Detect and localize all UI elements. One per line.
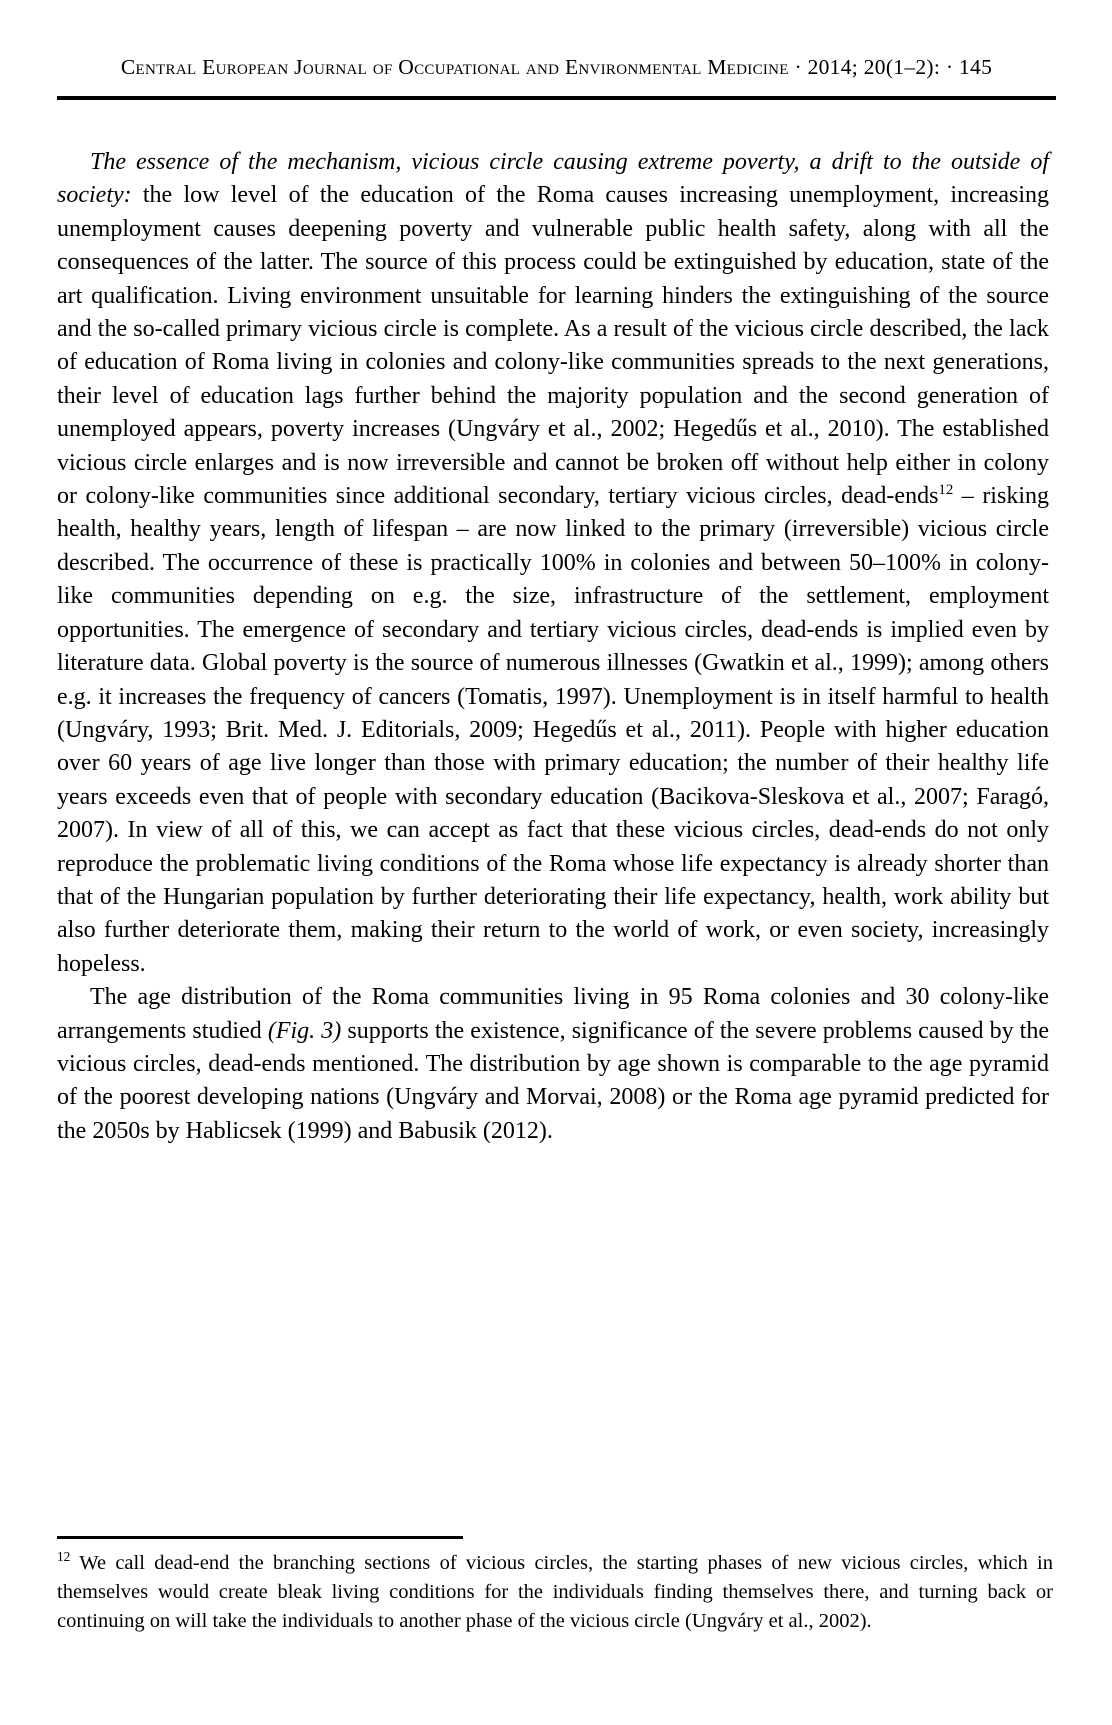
journal-header-line: Central European Journal of Occupational and Environmental Medicine · 2014; 20(1–2): · 145 (120, 55, 993, 79)
article-body (57, 146, 1049, 1148)
paragraph-2-text-a: The age distribution of the Roma communities living in 95 Roma colonies and 30 colony-like arrangements studied (57, 984, 1049, 1044)
paragraph-2 (57, 981, 1049, 1148)
footnote-12-marker: 12 (57, 1549, 71, 1565)
figure-3-reference: (Fig. 3) (267, 1017, 342, 1044)
footnote-reference-12: 12 (938, 482, 954, 499)
footnote-section (57, 1549, 1053, 1636)
paragraph-2-text-b: supports the existence, significance of the severe problems caused by the vicious circles, dead-ends mentioned. The distribution by age shown is comparable to the age pyramid of the poorest developing nations (Ungváry and Morvai, 2008) or the Roma age pyramid predicted for the 2050s by Hablicsek (1999) and Babusik (2012). (57, 1017, 1049, 1144)
paragraph-1-text-b: – risking health, healthy years, length of lifespan – are now linked to the primary (irreversible) vicious circle described. The occurrence of these is practically 100% in colonies and between 50–100% in colony-like communities depending on e.g. the size, infrastructure of the settlement, employment opportunities. The emergence of secondary and tertiary vicious circles, dead-ends is implied even by literature data. Global poverty is the source of numerous illnesses (Gwatkin et al., 1999); among others e.g. it increases the frequency of cancers (Tomatis, 1997). Unemployment is in itself harmful to health (Ungváry, 1993; Brit. Med. J. Editorials, 2009; Hegedűs et al., 2011). People with higher education over 60 years of age live longer than those with primary education; the number of their healthy life years exceeds even that of people with secondary education (Bacikova-Sleskova et al., 2007; Faragó, 2007). In view of all of this, we can accept as fact that these vicious circles, dead-ends do not only reproduce the problematic living conditions of the Roma whose life expectancy is already shorter than that of the Hungarian population by further deteriorating their life expectancy, health, work ability but also further deteriorate them, making their return to the world of work, or even society, increasingly hopeless. (57, 483, 1049, 977)
footnote-12-text: We call dead-end the branching sections of vicious circles, the starting phases of new vicious circles, which in themselves would create bleak living conditions for the individuals finding themselves there, and turning back or continuing on will take the individuals to another phase of the vicious circle (Ungváry et al., 2002). (57, 1552, 1053, 1632)
paragraph-1 (57, 146, 1049, 981)
paragraph-1-italic-lead: The essence of the mechanism, vicious circle causing extreme poverty, a drift to the outside of society: (57, 149, 1049, 209)
paragraph-1-text-a: the low level of the education of the Roma causes increasing unemployment, increasing unemployment causes deepening poverty and vulnerable public health safety, along with all the consequences of the latter. The source of this process could be extinguished by education, state of the art qualification. Living environment unsuitable for learning hinders the extinguishing of the source and the so-called primary vicious circle is complete. As a result of the vicious circle described, the lack of education of Roma living in colonies and colony-like communities spreads to the next generations, their level of education lags further behind the majority population and the second generation of unemployed appears, poverty increases (Ungváry et al., 2002; Hegedűs et al., 2010). The established vicious circle enlarges and is now irreversible and cannot be broken off without help either in colony or colony-like communities since additional secondary, tertiary vicious circles, dead-ends (57, 182, 1049, 510)
header-rule (57, 96, 1056, 100)
footnote-12 (57, 1549, 1053, 1636)
footnote-separator-rule (57, 1536, 463, 1539)
